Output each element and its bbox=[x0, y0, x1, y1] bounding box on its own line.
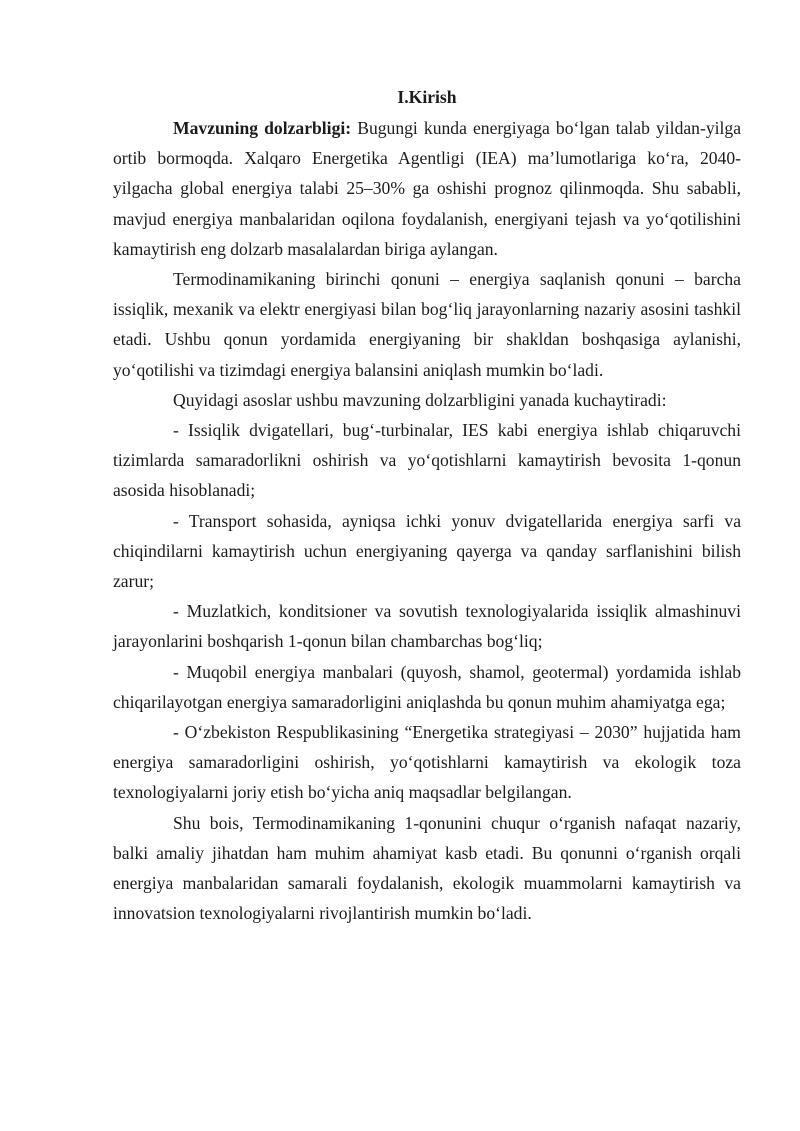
list-item-energy-strategy: - O‘zbekiston Respublikasining “Energetika strategiyasi – 2030” hujjatida ham energiya samaradorligini oshirish, yo‘qotishlarni kamaytirish va ekologik toza texnologiyalarni joriy etish bo‘yicha aniq maqsadlar belgilangan. bbox=[113, 722, 741, 803]
list-item-refrigeration: - Muzlatkich, konditsioner va sovutish texnologiyalarida issiqlik almashinuvi jarayonlarini boshqarish 1-qonun bilan chambarchas bog‘liq; bbox=[113, 601, 741, 652]
list-item-transport: - Transport sohasida, ayniqsa ichki yonuv dvigatellarida energiya sarfi va chiqindilarni kamaytirish uchun energiyaning qayerga va qanday sarflanishini bilish zarur; bbox=[113, 510, 741, 592]
list-item-alternative-energy: - Muqobil energiya manbalari (quyosh, shamol, geotermal) yordamida ishlab chiqarilayotgan energiya samaradorligini aniqlashda bu qonun muhim ahamiyatga ega; bbox=[113, 661, 741, 712]
paragraph-list-intro: Quyidagi asoslar ushbu mavzuning dolzarbligini yanada kuchaytiradi: bbox=[173, 389, 667, 410]
document-body bbox=[113, 82, 741, 928]
intro-paragraph bbox=[113, 113, 741, 264]
section-heading: I.Kirish bbox=[397, 87, 457, 107]
paragraph-conclusion: Shu bois, Termodinamikaning 1-qonunini chuqur o‘rganish nafaqat nazariy, balki amaliy jihatdan ham muhim ahamiyat kasb etadi. Bu qonunni o‘rganish orqali energiya manbalaridan samarali foydalanish, ekologik muammolarni kamaytirish va innovatsion texnologiyalarni rivojlantirish mumkin bo‘ladi. bbox=[113, 812, 741, 924]
intro-lead: Mavzuning dolzarbligi: bbox=[173, 118, 352, 138]
intro-text: Bugungi kunda energiyaga bo‘lgan talab yildan-yilga ortib bormoqda. Xalqaro Energetika Agentligi (IEA) ma’lumotlariga ko‘ra, 2040-yilgacha global energiya talabi 25–30% ga oshishi prognoz qilinmoqda. Shu sababli, mavjud energiya manbalaridan oqilona foydalanish, energiyani tejash va yo‘qotilishini kamaytirish eng dolzarb masalalardan biriga aylangan. bbox=[113, 118, 742, 259]
list-item-heat-engines: - Issiqlik dvigatellari, bug‘-turbinalar, IES kabi energiya ishlab chiqaruvchi tizimlarda samaradorlikni oshirish va yo‘qotishlarni kamaytirish bevosita 1-qonun asosida hisoblanadi; bbox=[113, 420, 741, 501]
paragraph-first-law: Termodinamikaning birinchi qonuni – energiya saqlanish qonuni – barcha issiqlik, mexanik va elektr energiyasi bilan bog‘liq jarayonlarning nazariy asosini tashkil etadi. Ushbu qonun yordamida energiyaning bir shakldan boshqasiga aylanishi, yo‘qotilishi va tizimdagi energiya balansini aniqlash mumkin bo‘ladi. bbox=[113, 269, 741, 380]
